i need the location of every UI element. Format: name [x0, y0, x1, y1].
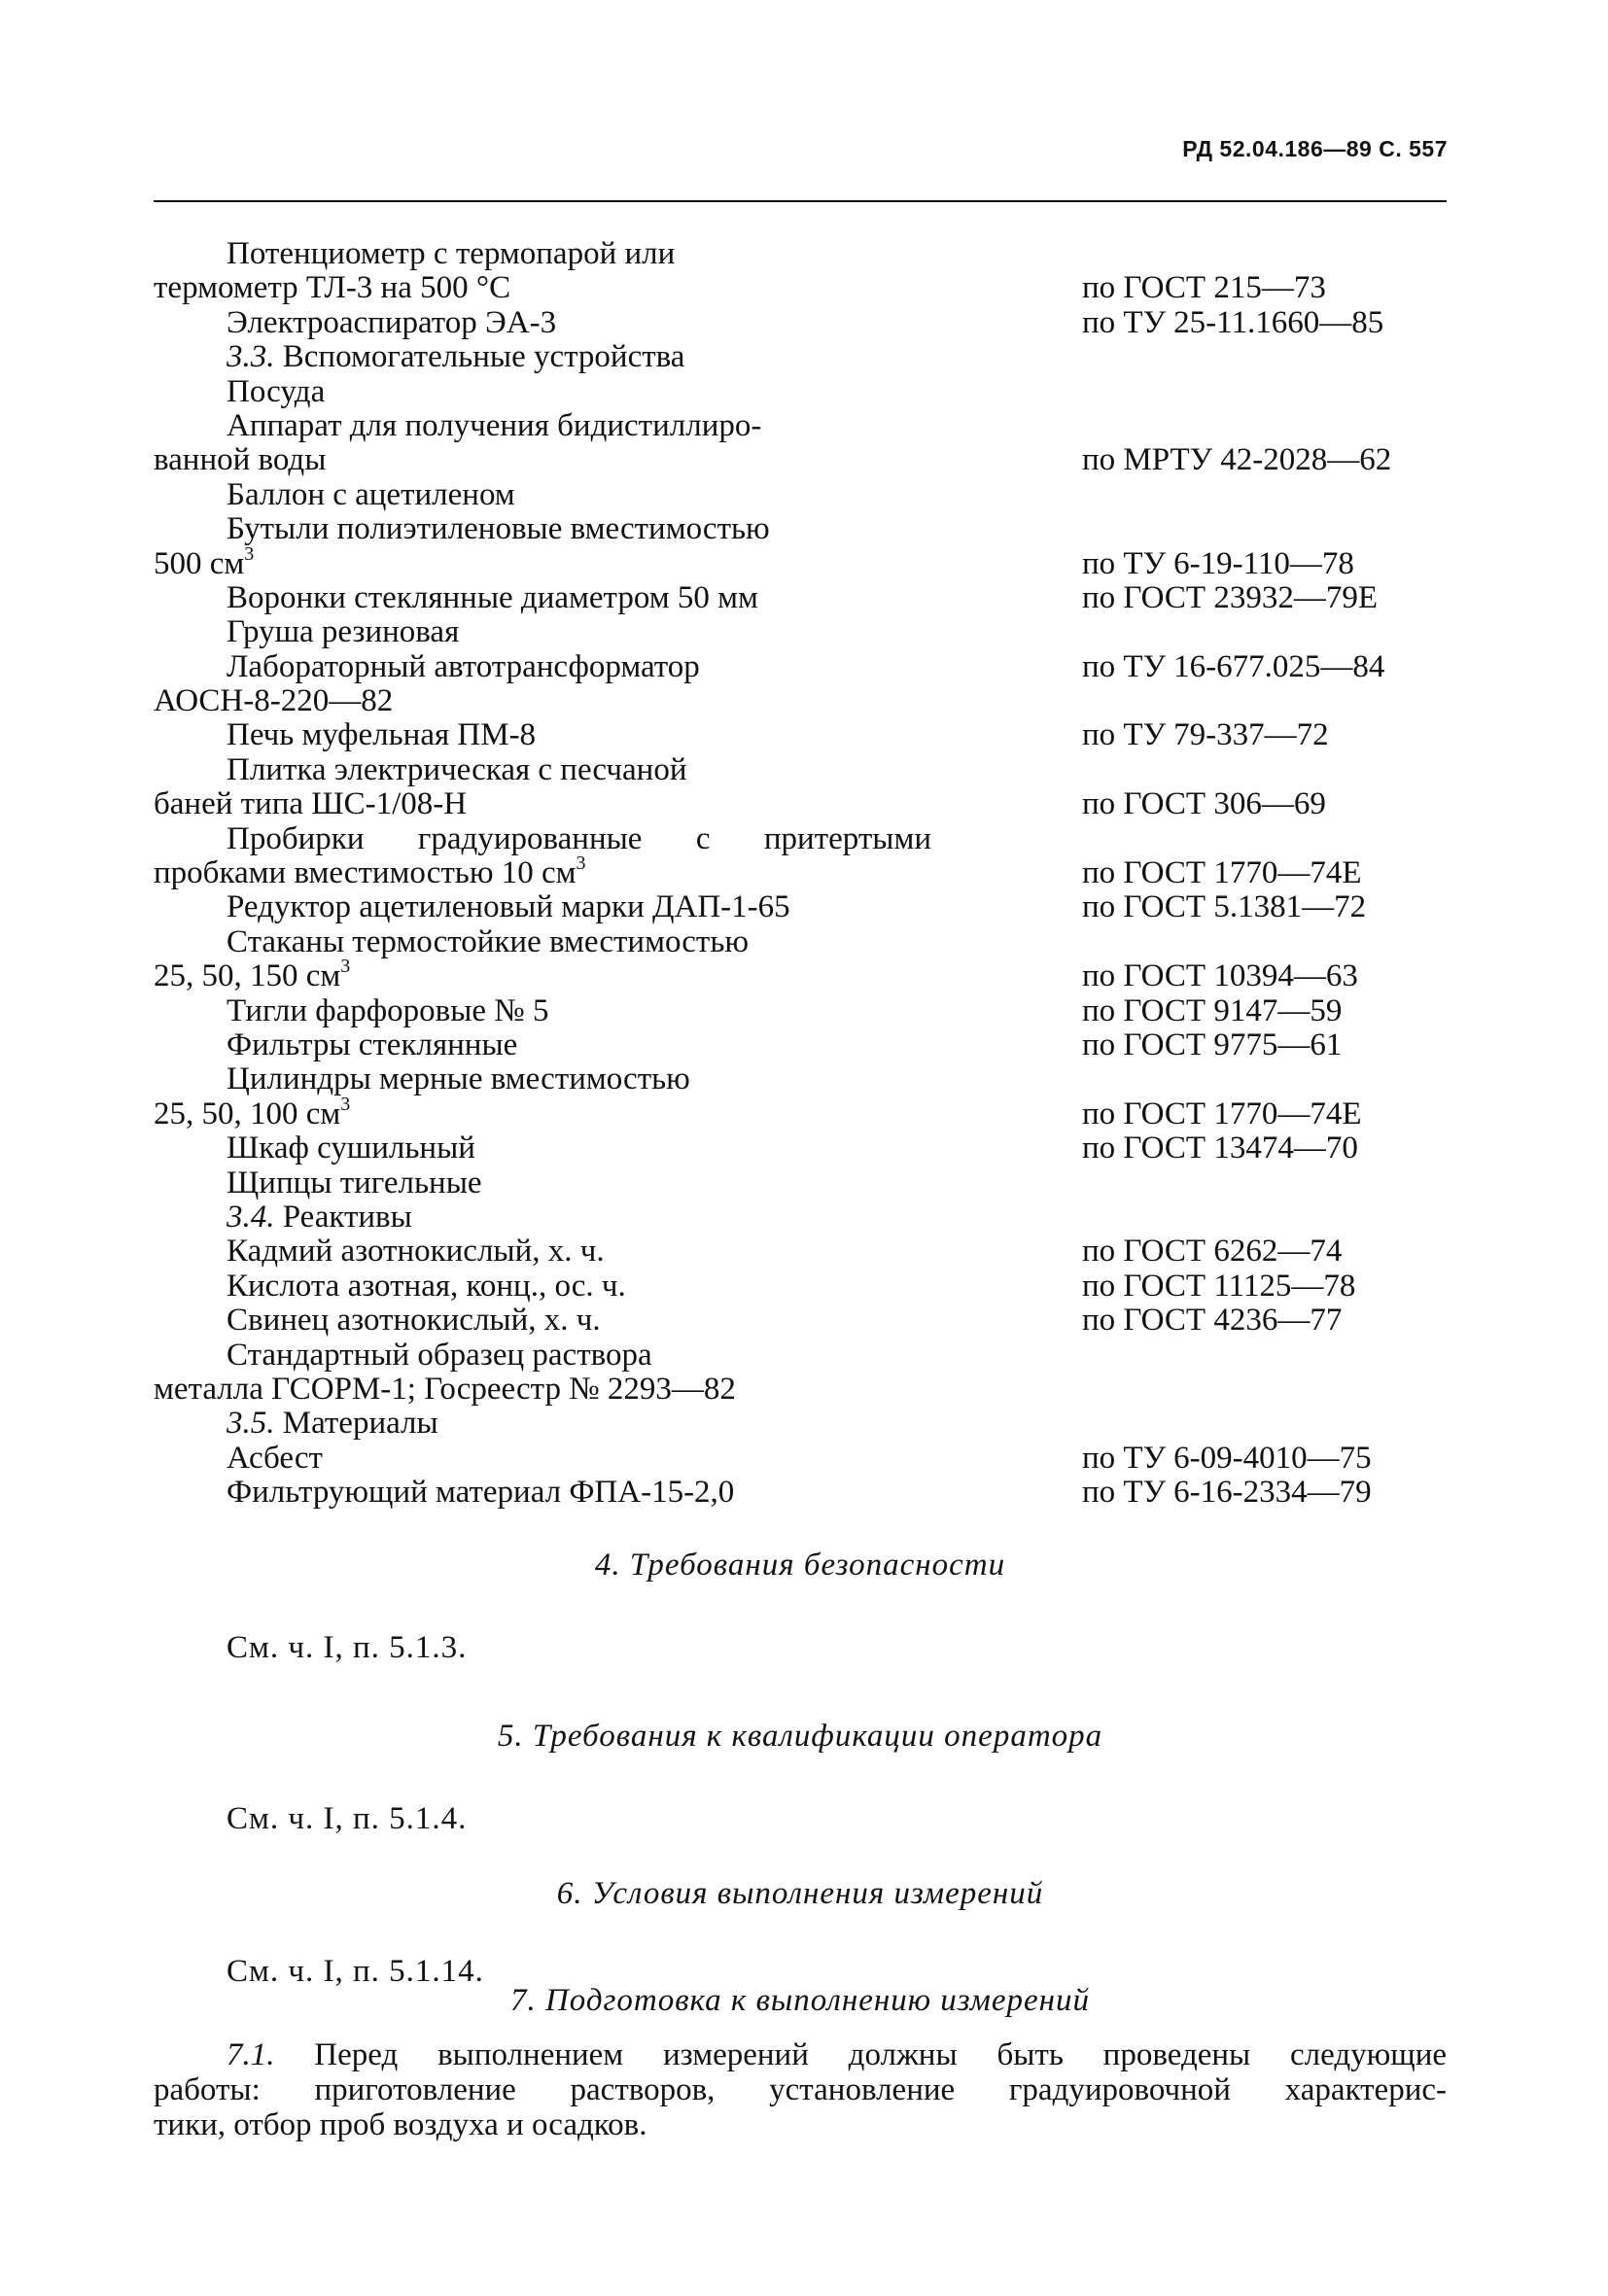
item-name — [154, 375, 931, 409]
list-item — [154, 718, 1447, 752]
item-name-text: Груша резиновая — [227, 614, 460, 650]
item-name — [154, 1166, 931, 1200]
section-heading-7: 7. Подготовка к выполнению измерений — [509, 1983, 1091, 2018]
header-rule — [154, 200, 1447, 202]
item-standard-ref: по ТУ 6-19-110—78 — [1082, 545, 1354, 581]
list-item — [154, 581, 1447, 615]
superscript: 3 — [340, 956, 351, 978]
item-name — [154, 822, 931, 856]
item-name-text: Воронки стеклянные диаметром 50 мм — [227, 579, 758, 615]
list-item — [154, 684, 1447, 718]
list-item — [154, 1407, 1447, 1441]
paragraph-line-3: тики, отбор проб воздуха и осадков. — [154, 2107, 647, 2142]
item-standard-ref: по ГОСТ 23932—79Е — [1082, 579, 1378, 615]
list-item — [154, 443, 1447, 477]
list-item — [154, 1028, 1447, 1062]
list-item — [154, 890, 1447, 924]
item-standard-ref: по ГОСТ 9147—59 — [1082, 992, 1343, 1028]
list-item — [154, 1200, 1447, 1235]
list-item — [154, 822, 1447, 856]
item-standard-ref — [931, 1407, 1447, 1441]
list-item — [154, 271, 1447, 305]
section-heading-6: 6. Условия выполнения измерений — [556, 1876, 1044, 1911]
item-name — [154, 1373, 931, 1407]
item-name-text: АОСН-8-220—82 — [154, 683, 394, 719]
item-name-text: Бутыли полиэтиленовые вместимостью — [227, 511, 770, 547]
item-standard-ref: по ГОСТ 306—69 — [1082, 786, 1326, 822]
list-item — [154, 925, 1447, 959]
list-item — [154, 1270, 1447, 1304]
item-name — [154, 512, 931, 546]
superscript: 3 — [340, 1093, 351, 1115]
item-name-text: Стаканы термостойкие вместимостью — [227, 923, 750, 959]
page-header: РД 52.04.186—89 С. 557 — [1182, 136, 1448, 161]
list-item — [154, 306, 1447, 340]
item-name-text: 25, 50, 100 см — [154, 1096, 341, 1131]
item-name — [154, 443, 931, 477]
item-standard-ref — [931, 1339, 1447, 1373]
list-item — [154, 787, 1447, 821]
item-standard-ref: по ТУ 25-11.1660—85 — [1082, 304, 1384, 340]
item-name-text: Аппарат для получения бидистиллиро- — [227, 407, 762, 443]
item-name-text: ванной воды — [154, 442, 327, 478]
list-item — [154, 340, 1447, 374]
item-standard-ref: по ГОСТ 10394—63 — [1082, 958, 1358, 994]
item-name — [154, 542, 931, 581]
item-standard-ref: по ТУ 6-09-4010—75 — [1082, 1440, 1372, 1476]
item-name — [154, 1442, 931, 1476]
superscript: 3 — [576, 852, 586, 875]
item-name — [154, 956, 931, 994]
subsection-number: 3.3. — [227, 339, 275, 375]
item-standard-ref — [931, 753, 1447, 787]
list-item — [154, 1339, 1447, 1373]
item-standard-ref: по ГОСТ 4236—77 — [1082, 1303, 1343, 1339]
list-item — [154, 650, 1447, 684]
paragraph-7-1 — [154, 2037, 1447, 2142]
item-name — [154, 1131, 931, 1165]
item-name-word: градуированные — [417, 820, 643, 856]
item-name-text: баней типа ШС-1/08-Н — [154, 786, 468, 822]
section-heading-5: 5. Требования к квалификации оператора — [497, 1719, 1103, 1754]
list-item — [154, 852, 1447, 891]
item-standard-ref — [931, 478, 1447, 512]
item-name — [154, 478, 931, 512]
list-item — [154, 1476, 1447, 1510]
item-name-text: Лабораторный автотрансформатор — [227, 648, 700, 684]
item-standard-ref: по ГОСТ 6262—74 — [1082, 1234, 1343, 1270]
item-name-word: с — [695, 820, 711, 856]
item-name-text: Электроаспиратор ЭА-3 — [227, 304, 557, 340]
item-standard-ref — [931, 1373, 1447, 1407]
paragraph-line-2: работы: приготовление растворов, установление градуировочной характерис- — [154, 2072, 1447, 2107]
item-standard-ref: по ГОСТ 11125—78 — [1082, 1268, 1356, 1304]
list-item — [154, 753, 1447, 787]
item-name-text: Баллон с ацетиленом — [227, 476, 515, 512]
item-name-text: 500 см — [154, 545, 245, 581]
list-item — [154, 478, 1447, 512]
item-name-text: Посуда — [227, 373, 326, 409]
item-standard-ref: по ГОСТ 5.1381—72 — [1082, 889, 1367, 925]
item-name-text: Асбест — [227, 1440, 323, 1476]
list-item — [154, 615, 1447, 649]
item-standard-ref — [931, 409, 1447, 443]
item-name — [154, 237, 931, 271]
item-standard-ref — [931, 1062, 1447, 1096]
list-item — [154, 1373, 1447, 1407]
item-name-text: Вспомогательные устройства — [274, 339, 685, 375]
item-name — [154, 1304, 931, 1338]
item-standard-ref: по ТУ 79-337—72 — [1082, 717, 1329, 753]
item-name — [154, 753, 931, 787]
paragraph-line-1 — [154, 2037, 1447, 2072]
subsection-number: 3.5. — [227, 1406, 275, 1442]
item-name-text: Редуктор ацетиленовый марки ДАП-1-65 — [227, 889, 790, 925]
item-name — [154, 1476, 931, 1510]
item-name — [154, 615, 931, 649]
item-name-text: Печь муфельная ПМ-8 — [227, 717, 537, 753]
item-name-word: притертыми — [763, 820, 931, 856]
item-name — [154, 1093, 931, 1131]
item-standard-ref: по МРТУ 42-2028—62 — [1082, 442, 1392, 478]
item-name — [154, 650, 931, 684]
item-standard-ref — [931, 1200, 1447, 1235]
section-5-reference: См. ч. I, п. 5.1.4. — [227, 1801, 468, 1836]
list-item — [154, 1062, 1447, 1096]
item-standard-ref — [931, 1166, 1447, 1200]
item-name — [154, 684, 931, 718]
paragraph-number: 7.1. — [227, 2037, 275, 2072]
item-standard-ref — [931, 512, 1447, 546]
item-standard-ref: по ТУ 16-677.025—84 — [1082, 648, 1385, 684]
item-name-word: Пробирки — [227, 820, 365, 856]
item-standard-ref: по ТУ 6-16-2334—79 — [1082, 1475, 1372, 1511]
item-standard-ref — [931, 375, 1447, 409]
paragraph-text-1: Перед выполнением измерений должны быть проведены следующие — [274, 2037, 1447, 2072]
item-standard-ref — [931, 822, 1447, 856]
list-item — [154, 956, 1447, 994]
item-name — [154, 890, 931, 924]
section-heading-4: 4. Требования безопасности — [594, 1548, 1006, 1583]
item-name — [154, 306, 931, 340]
list-item — [154, 1304, 1447, 1338]
item-name — [154, 1407, 931, 1441]
item-standard-ref: по ГОСТ 9775—61 — [1082, 1026, 1343, 1062]
list-item — [154, 1131, 1447, 1165]
list-item — [154, 542, 1447, 581]
list-item — [154, 375, 1447, 409]
item-name-text: металла ГСОРМ-1; Госреестр № 2293—82 — [154, 1371, 736, 1407]
list-item — [154, 512, 1447, 546]
item-name-text: Шкаф сушильный — [227, 1131, 475, 1166]
item-standard-ref — [931, 925, 1447, 959]
item-name — [154, 787, 931, 821]
item-name-text: Фильтрующий материал ФПА-15-2,0 — [227, 1475, 735, 1511]
list-item — [154, 237, 1447, 271]
list-item — [154, 1235, 1447, 1269]
item-name-text: Реактивы — [274, 1199, 412, 1235]
item-name-text: Цилиндры мерные вместимостью — [227, 1061, 690, 1097]
item-name — [154, 1270, 931, 1304]
item-name — [154, 852, 931, 891]
item-name-text: Щипцы тигельные — [227, 1165, 482, 1200]
item-name — [154, 994, 931, 1028]
item-name — [154, 409, 931, 443]
list-item — [154, 1166, 1447, 1200]
item-name-text: Кадмий азотнокислый, х. ч. — [227, 1234, 605, 1270]
subsection-number: 3.4. — [227, 1199, 275, 1235]
item-name — [154, 1339, 931, 1373]
item-name-text: Материалы — [274, 1406, 438, 1442]
item-standard-ref: по ГОСТ 1770—74Е — [1082, 1096, 1362, 1131]
item-standard-ref: по ГОСТ 13474—70 — [1082, 1131, 1358, 1166]
item-name-text: Фильтры стеклянные — [227, 1026, 518, 1062]
item-name — [154, 1062, 931, 1096]
item-name-text: Кислота азотная, конц., ос. ч. — [227, 1268, 626, 1304]
equipment-list — [154, 237, 1447, 1510]
item-name — [154, 925, 931, 959]
item-name-text: 25, 50, 150 см — [154, 958, 341, 994]
item-standard-ref — [931, 340, 1447, 374]
list-item — [154, 1093, 1447, 1131]
superscript: 3 — [244, 542, 255, 565]
list-item — [154, 994, 1447, 1028]
item-standard-ref: по ГОСТ 215—73 — [1082, 270, 1326, 306]
item-name — [154, 1235, 931, 1269]
item-name — [154, 718, 931, 752]
item-name-text: Стандартный образец раствора — [227, 1337, 652, 1373]
item-name — [154, 581, 931, 615]
list-item — [154, 409, 1447, 443]
item-name — [154, 1028, 931, 1062]
item-name-text: Плитка электрическая с песчаной — [227, 751, 687, 787]
item-name — [154, 1200, 931, 1235]
item-name — [154, 271, 931, 305]
item-name-text: пробками вместимостью 10 см — [154, 855, 577, 891]
item-standard-ref — [931, 615, 1447, 649]
item-standard-ref — [931, 237, 1447, 271]
section-6-reference: См. ч. I, п. 5.1.14. — [227, 1954, 484, 1989]
item-name-text: Потенциометр с термопарой или — [227, 236, 676, 271]
section-4-reference: См. ч. I, п. 5.1.3. — [227, 1630, 468, 1665]
list-item — [154, 1442, 1447, 1476]
item-standard-ref — [931, 684, 1447, 718]
item-name-text: термометр ТЛ-3 на 500 °С — [154, 270, 511, 306]
item-name — [154, 340, 931, 374]
item-standard-ref: по ГОСТ 1770—74Е — [1082, 855, 1362, 891]
item-name-text: Тигли фарфоровые № 5 — [227, 992, 549, 1028]
item-name-text: Свинец азотнокислый, х. ч. — [227, 1303, 601, 1339]
